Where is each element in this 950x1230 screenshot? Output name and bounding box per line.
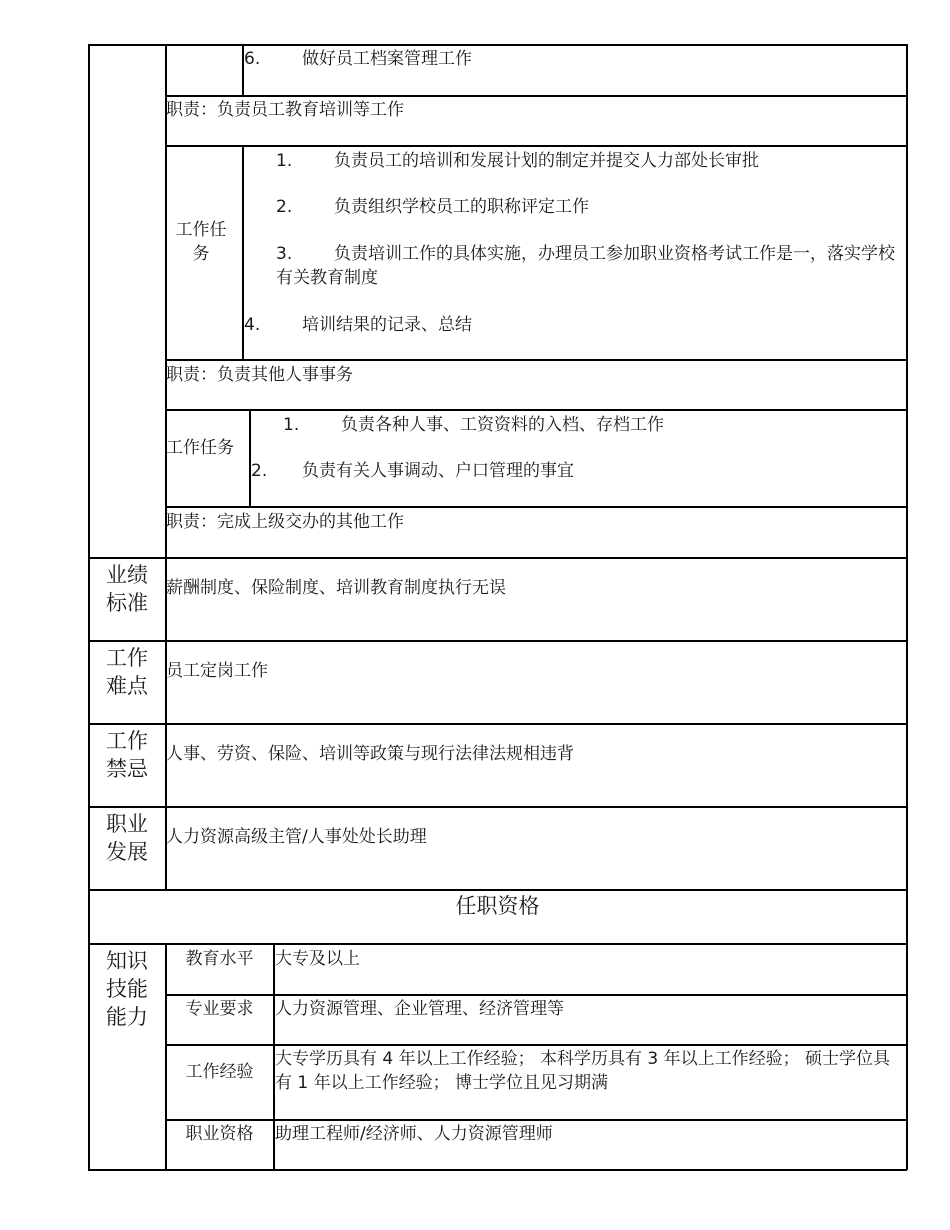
row-label: 业绩标准 (106, 563, 148, 615)
task-text: 负责有关人事调动、户口管理的事宜 (302, 461, 574, 481)
group-label: 知识技能能力 (106, 949, 148, 1029)
border-right (906, 44, 908, 1170)
qual-value: 大专及以上 (275, 949, 360, 969)
task-text: 负责组织学校员工的职称评定工作 (334, 197, 589, 217)
row-line (165, 409, 907, 411)
row-line (88, 557, 907, 559)
row-line (88, 806, 907, 808)
task-divider (249, 409, 251, 507)
row-line (165, 1044, 907, 1046)
row-line (165, 359, 907, 361)
row-line (88, 889, 907, 891)
task-number: 2. (276, 197, 293, 217)
task-number: 1. (283, 415, 300, 435)
row-line (88, 943, 907, 945)
task-number: 4. (244, 315, 261, 335)
tasks-label: 工作任务 (166, 438, 234, 458)
row-label: 职业发展 (106, 812, 148, 864)
border-bottom (88, 1169, 907, 1171)
duty-title: 职责：负责员工教育培训等工作 (166, 100, 404, 120)
task-number: 3. (276, 244, 293, 264)
duty-title: 职责：完成上级交办的其他工作 (166, 512, 404, 532)
row-value: 薪酬制度、保险制度、培训教育制度执行无误 (166, 578, 506, 598)
task-number: 2. (251, 461, 268, 481)
task-text: 负责各种人事、工资资料的入档、存档工作 (341, 415, 664, 435)
row-line (165, 95, 907, 97)
row-value: 人事、劳资、保险、培训等政策与现行法律法规相违背 (166, 744, 574, 764)
row-line (88, 640, 907, 642)
task-text: 负责培训工作的具体实施，办理员工参加职业资格考试工作是一，落实学校有关教育制度 (276, 244, 895, 288)
qual-value: 人力资源管理、企业管理、经济管理等 (275, 999, 564, 1019)
row-line (165, 506, 907, 508)
task-text: 负责员工的培训和发展计划的制定并提交人力部处长审批 (334, 151, 759, 171)
item-text: 做好员工档案管理工作 (302, 49, 472, 69)
row-line (165, 994, 907, 996)
row-label: 工作禁忌 (106, 729, 148, 781)
item-number: 6. (244, 49, 261, 69)
border-left (88, 44, 90, 1170)
row-value: 员工定岗工作 (166, 661, 268, 681)
row-line (165, 145, 907, 147)
task-number: 1. (276, 151, 293, 171)
qual-label: 工作经验 (185, 1062, 254, 1082)
duty-title: 职责：负责其他人事事务 (166, 365, 353, 385)
row-label: 工作难点 (106, 646, 148, 698)
qual-value: 助理工程师/经济师、人力资源管理师 (275, 1124, 553, 1144)
row-line (165, 1119, 907, 1121)
qual-label: 专业要求 (185, 999, 254, 1019)
qual-label: 教育水平 (185, 949, 254, 969)
row-value: 人力资源高级主管/人事处处长助理 (166, 827, 427, 847)
row-line (88, 723, 907, 725)
qual-value: 大专学历具有 4 年以上工作经验； 本科学历具有 3 年以上工作经验； 硕士学位具有 1 年以上工作经验； 博士学位且见习期满 (275, 1049, 891, 1093)
task-text: 培训结果的记录、总结 (302, 315, 472, 335)
qual-label: 职业资格 (185, 1124, 254, 1144)
border-top (88, 44, 907, 46)
section-heading: 任职资格 (455, 894, 540, 918)
tasks-label: 工作任务 (175, 220, 227, 264)
